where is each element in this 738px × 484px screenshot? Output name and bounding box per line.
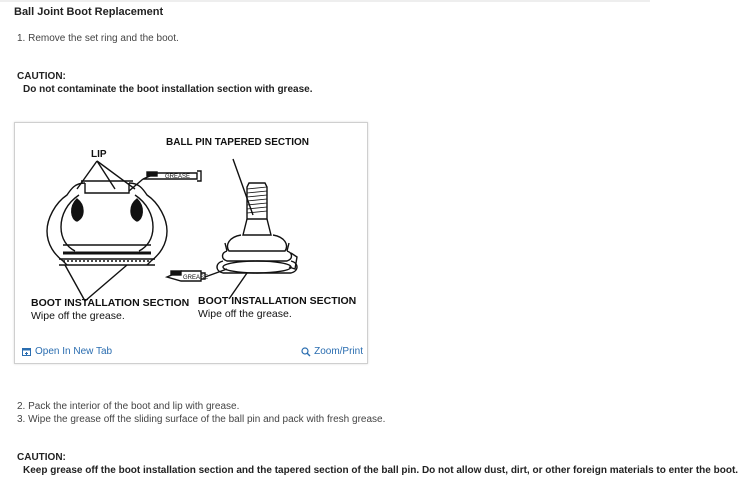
grease-tag-2: GREASE [183, 275, 209, 281]
figure-footer [15, 341, 367, 363]
zoom-print-link[interactable] [301, 346, 363, 357]
caution-text-1: Do not contaminate the boot installation section with grease. [23, 84, 313, 95]
open-new-tab-icon [22, 347, 32, 357]
magnifier-icon [301, 347, 311, 357]
grease-tag-1: GREASE [165, 174, 191, 180]
wipe-grease-right: Wipe off the grease. [198, 308, 292, 320]
lip-label: LIP [91, 149, 107, 160]
boot-installation-label-left: BOOT INSTALLATION SECTION [31, 297, 190, 309]
illustration-figure [14, 122, 368, 364]
zoom-print-label: Zoom/Print [314, 346, 363, 357]
step-3: 3. Wipe the grease off the sliding surface of the ball pin and pack with fresh grease. [17, 414, 386, 425]
ball-pin-tapered-label: BALL PIN TAPERED SECTION [166, 137, 309, 148]
wipe-grease-left: Wipe off the grease. [31, 310, 125, 322]
caution-text-2: Keep grease off the boot installation section and the tapered section of the ball pin. Do not allow dust, dirt, or other foreign materials to enter the boot. [23, 465, 738, 476]
top-divider [0, 0, 650, 2]
boot-installation-label-right: BOOT INSTALLATION SECTION [198, 295, 357, 307]
step-2: 2. Pack the interior of the boot and lip with grease. [17, 401, 240, 412]
step-1: 1. Remove the set ring and the boot. [17, 33, 179, 44]
caution-label-1: CAUTION: [17, 71, 66, 82]
open-new-tab-link[interactable] [22, 346, 112, 357]
caution-label-2: CAUTION: [17, 452, 66, 463]
open-new-tab-label: Open In New Tab [35, 346, 113, 357]
page-title: Ball Joint Boot Replacement [14, 6, 164, 18]
